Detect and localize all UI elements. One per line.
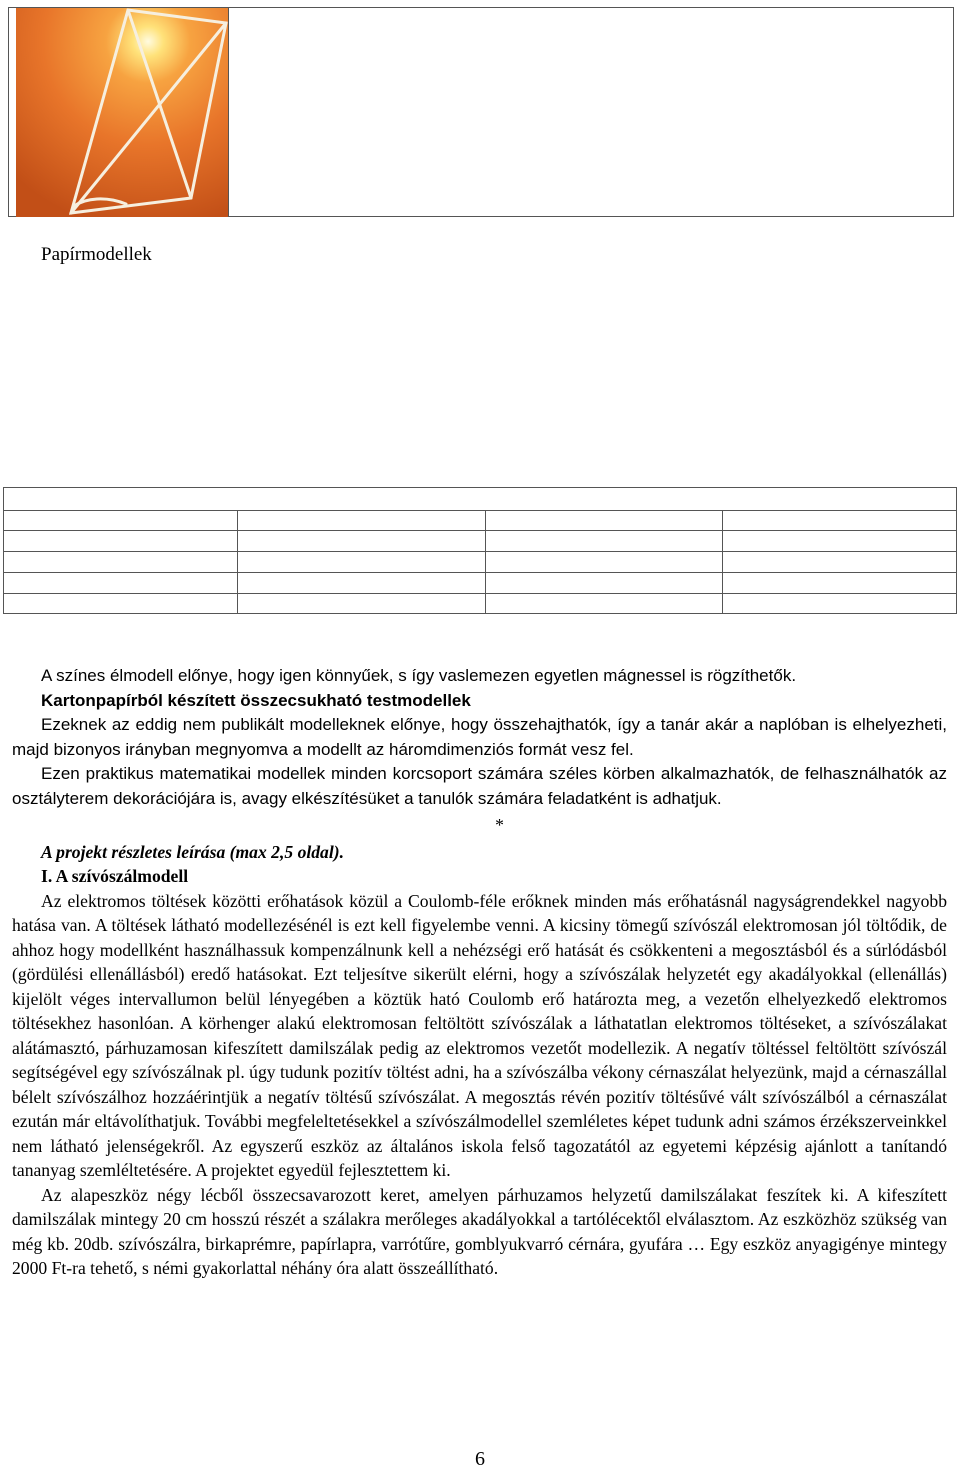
heading-folding-models: Kartonpapírból készített összecsukható testmodellek xyxy=(41,690,471,710)
paragraph-4: Az elektromos töltések közötti erőhatások közül a Coulomb-féle erőknek minden más erőhatásnál nagyságrendekkel nagyobb hatása van. A töltések látható modellezésénél is ezt kell figyelembe venni. A kicsiny tömegű szívószál elektromosan jól töltődik, de ahhoz hogy modellként használhassuk kompenzálnunk kell a nehézségi erő hatását és csökkenteni a megosztásból és a súrlódásból (gördülési ellenállásból) eredő hatásokat. Ezt teljesítve sikerült elérni, hogy a szívószálak helyzetét egy akadályokkal (ellenállás) kijelölt véges intervallumon belül lényegében a köztük ható Coulomb erő határozta meg, a vezetőn elhelyezkedő elektromos töltésekhez hasonlóan. A körhenger alakú elektromosan feltöltött szívószálak a láthatatlan elektromos töltéseket, a szívószálakat alátámasztó, párhuzamosan kifeszített damilszálak pedig az elektromos vezetőt modellezik. A negatív töltéssel feltöltött szívószál segítségével egy szívószálnak pl. úgy tudunk pozitív töltést adni, ha a szívószálba vékony cérnaszálat helyezünk, majd a cérnaszállal bélelt szívószálhoz hozzáérintjük a negatív töltésű szívószálat. A megosztás révén pozitív töltésűvé vált szívószálból a cérnaszálat ezután már eltávolíthatjuk. További megfeleltetésekkel a szívószálmodellel szemléletes képet tudunk adni számos érzékszerveinkkel nem látható jelenségekről. Az egyszerű eszköz az általános iskola felső tagozatától az egyetemi képzésig ajánlott a tanítandó tananyag szemléltetésére. A projektet egyedül fejlesztettem ki. xyxy=(12,890,947,1180)
wireframe-model-photo xyxy=(16,8,229,217)
heading-straw-model: I. A szívószálmodell xyxy=(41,866,189,886)
paragraph-5: Az alapeszköz négy lécből összecsavarozott keret, amelyen párhuzamos helyzetű damilszálakat feszítek ki. A kifeszített damilszálak mintegy 20 cm hosszú részét a szálakra merőleges akadályokkal a tartólécektől elválasztom. Az eszközhöz szükség van még kb. 20db. szívószálra, birkaprémre, papírlapra, varrótűre, gomblyukvarró cérnára, gyufára … Egy eszköz anyagigénye mintegy 2000 Ft-ra tehető, s némi gyakorlattal néhány óra alatt összeállítható. xyxy=(12,1184,947,1278)
empty-table xyxy=(3,487,957,614)
separator-star: * xyxy=(495,815,504,835)
paragraph-2: Ezeknek az eddig nem publikált modelleknek előnye, hogy összehajthatók, így a tanár akár a naplóban is elhelyezheti, majd bizonyos irányban megnyomva a modellt az háromdimenziós formát vesz fel. xyxy=(12,715,947,759)
body-text xyxy=(12,664,947,1281)
paragraph-1: A színes élmodell előnye, hogy igen könnyűek, s így vaslemezen egyetlen mágnessel is rögzíthetők. xyxy=(41,666,797,685)
page-number: 6 xyxy=(475,1448,485,1470)
paragraph-3: Ezen praktikus matematikai modellek minden korcsoport számára széles körben alkalmazhatók, de felhasználhatók az osztályterem dekorációjára is, avagy elkészítésüket a tanulók számára feladatként is adhatjuk. xyxy=(12,764,947,808)
heading-project-description: A projekt részletes leírása (max 2,5 oldal). xyxy=(41,841,344,862)
image-caption: Papírmodellek xyxy=(41,244,152,265)
